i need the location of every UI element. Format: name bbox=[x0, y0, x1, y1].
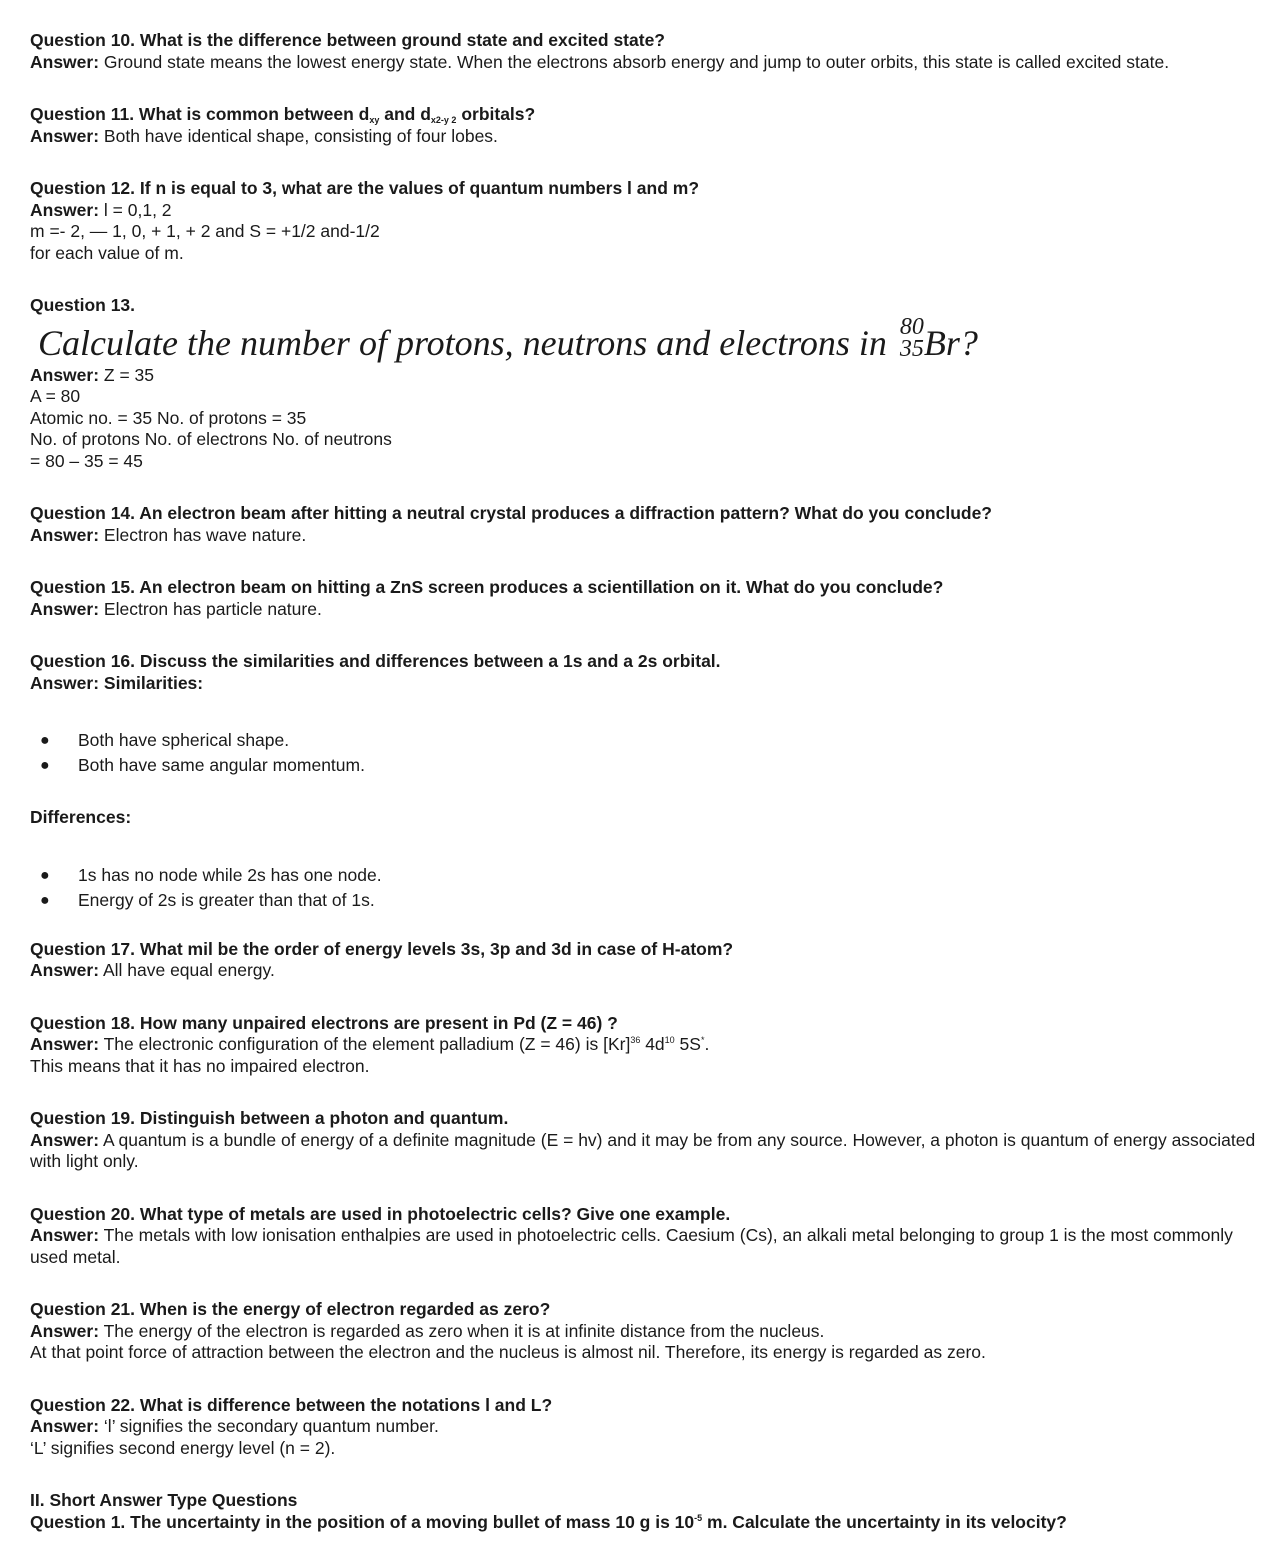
question-text: Question 14. An electron beam after hitting a neutral crystal produces a diffraction pattern? What do you conclude? bbox=[30, 503, 992, 523]
question-13 bbox=[30, 295, 1260, 472]
question-17 bbox=[30, 939, 1260, 982]
superscript: * bbox=[700, 1035, 705, 1045]
similarities-list bbox=[30, 728, 1260, 778]
answer-label: Answer: bbox=[30, 598, 100, 619]
answer-text bbox=[30, 1225, 1260, 1268]
bullet-icon: ● bbox=[40, 866, 50, 884]
answer-line: m =- 2, — 1, 0, + 1, + 2 and S = +1/2 and-1/2 bbox=[30, 221, 380, 241]
answer-body: The energy of the electron is regarded as zero when it is at infinite distance from the nucleus. bbox=[103, 1320, 825, 1341]
answer-line: At that point force of attraction between the electron and the nucleus is almost nil. Therefore, its energy is regarded as zero. bbox=[30, 1342, 986, 1362]
answer-text bbox=[30, 960, 1260, 982]
answer-label: Answer: bbox=[30, 524, 100, 545]
document-page bbox=[30, 30, 1260, 1533]
answer-line: = 80 – 35 = 45 bbox=[30, 450, 143, 471]
superscript: 10 bbox=[664, 1035, 675, 1045]
answer-text bbox=[30, 1130, 1260, 1173]
question-text: Question 18. How many unpaired electrons are present in Pd (Z = 46) ? bbox=[30, 1012, 618, 1033]
answer-body: Electron has particle nature. bbox=[103, 598, 322, 619]
answer-body: Electron has wave nature. bbox=[103, 524, 307, 545]
list-item-text: 1s has no node while 2s has one node. bbox=[78, 864, 382, 885]
isotope-notation bbox=[896, 313, 924, 362]
question-12 bbox=[30, 178, 1260, 264]
isotope-atomic-number: 35 bbox=[899, 335, 924, 362]
question-20 bbox=[30, 1204, 1260, 1269]
list-item-text: Both have same angular momentum. bbox=[78, 755, 365, 775]
list-item bbox=[30, 863, 1260, 888]
answer-body: All have equal energy. bbox=[102, 960, 275, 980]
answer-text bbox=[30, 599, 1260, 621]
answer-label: Answer: bbox=[30, 1129, 100, 1150]
answer-body: . bbox=[704, 1034, 710, 1054]
differences-label: Differences: bbox=[30, 807, 132, 827]
answer-label: Answer: bbox=[30, 125, 100, 146]
list-item bbox=[30, 753, 1260, 778]
question-text: Question 19. Distinguish between a photon and quantum. bbox=[30, 1108, 509, 1128]
question-text: Question 16. Discuss the similarities and differences between a 1s and a 2s orbital. bbox=[30, 651, 721, 671]
question-text bbox=[30, 1512, 1260, 1534]
answer-text bbox=[30, 1034, 1260, 1056]
question-image-body: Calculate the number of protons, neutrons and electrons in bbox=[38, 322, 887, 363]
list-item bbox=[30, 728, 1260, 753]
answer-text bbox=[30, 126, 1260, 148]
answer-line: Atomic no. = 35 No. of protons = 35 bbox=[30, 407, 307, 428]
answer-line: Z = 35 bbox=[103, 364, 155, 385]
isotope-mass: 80 bbox=[899, 313, 924, 340]
list-item bbox=[30, 888, 1260, 913]
answer-body: Both have identical shape, consisting of four lobes. bbox=[103, 125, 498, 146]
isotope-symbol: Br? bbox=[923, 322, 978, 363]
bullet-icon: ● bbox=[40, 732, 50, 749]
question-16 bbox=[30, 651, 1260, 913]
answer-body: Ground state means the lowest energy state. When the electrons absorb energy and jump to outer orbits, this state is called excited state. bbox=[103, 51, 1170, 72]
answer-text bbox=[30, 52, 1260, 74]
question-text: Question 15. An electron beam on hitting a ZnS screen produces a scientillation on it. What do you conclude? bbox=[30, 577, 944, 597]
question-19 bbox=[30, 1108, 1260, 1173]
question-text: Question 13. bbox=[30, 295, 136, 315]
answer-label: Answer: bbox=[30, 364, 100, 385]
answer-text bbox=[30, 200, 1260, 222]
question-suffix: orbitals? bbox=[456, 104, 536, 124]
section-short-answer bbox=[30, 1490, 1260, 1533]
question-10 bbox=[30, 30, 1260, 73]
question-text: Question 20. What type of metals are used in photoelectric cells? Give one example. bbox=[30, 1203, 731, 1224]
list-item-text: Both have spherical shape. bbox=[78, 730, 290, 750]
question-21 bbox=[30, 1299, 1260, 1364]
superscript: 36 bbox=[630, 1035, 641, 1045]
question-text bbox=[30, 104, 1260, 126]
answer-line: No. of protons No. of electrons No. of neutrons bbox=[30, 429, 392, 449]
answer-text bbox=[30, 525, 1260, 547]
answer-label: Answer: bbox=[30, 960, 100, 980]
question-prefix: Question 11. What is common between d bbox=[30, 104, 370, 124]
question-14 bbox=[30, 503, 1260, 546]
answer-body: ‘l’ signifies the secondary quantum number. bbox=[103, 1416, 439, 1436]
answer-body: 4d bbox=[640, 1034, 665, 1054]
question-15 bbox=[30, 577, 1260, 620]
question-text: Question 12. If n is equal to 3, what are the values of quantum numbers l and m? bbox=[30, 178, 700, 198]
answer-body: 5S bbox=[674, 1034, 701, 1054]
answer-text bbox=[30, 365, 1260, 387]
question-text: Question 22. What is difference between the notations l and L? bbox=[30, 1394, 553, 1415]
answer-label: Answer: bbox=[30, 1225, 100, 1245]
bullet-icon: ● bbox=[40, 757, 50, 774]
answer-label: Answer: bbox=[30, 199, 100, 220]
list-item-text: Energy of 2s is greater than that of 1s. bbox=[78, 889, 375, 910]
question-text: Question 17. What mil be the order of energy levels 3s, 3p and 3d in case of H-atom? bbox=[30, 938, 734, 959]
question-suffix: m. Calculate the uncertainty in its velocity? bbox=[702, 1511, 1067, 1532]
bullet-icon: ● bbox=[40, 891, 50, 909]
question-11 bbox=[30, 104, 1260, 147]
question-text: Question 10. What is the difference between ground state and excited state? bbox=[30, 30, 665, 50]
answer-line: A = 80 bbox=[30, 386, 81, 406]
answer-line: ‘L’ signifies second energy level (n = 2). bbox=[30, 1437, 336, 1458]
answer-label: Answer: bbox=[30, 1320, 100, 1341]
answer-body: A quantum is a bundle of energy of a definite magnitude (E = hv) and it may be from any source. However, a photon is quantum of energy associated with light only. bbox=[30, 1129, 1256, 1171]
question-text: Question 21. When is the energy of electron regarded as zero? bbox=[30, 1299, 551, 1319]
question-image-text bbox=[38, 313, 1260, 365]
answer-text bbox=[30, 1416, 1260, 1438]
subscript-xy: xy bbox=[369, 115, 380, 125]
question-mid: and d bbox=[379, 104, 431, 124]
answer-body: The electronic configuration of the element palladium (Z = 46) is [Kr] bbox=[103, 1034, 631, 1054]
answer-text bbox=[30, 1321, 1260, 1343]
answer-label: Answer: bbox=[30, 1416, 100, 1436]
section-heading: II. Short Answer Type Questions bbox=[30, 1490, 298, 1510]
question-22 bbox=[30, 1395, 1260, 1460]
answer-line: This means that it has no impaired electron. bbox=[30, 1055, 370, 1076]
superscript: -5 bbox=[694, 1512, 703, 1523]
answer-label: Answer: bbox=[30, 1034, 100, 1054]
answer-line: for each value of m. bbox=[30, 242, 184, 263]
answer-line: l = 0,1, 2 bbox=[103, 199, 172, 220]
similarities-label: Answer: Similarities: bbox=[30, 672, 204, 693]
question-18 bbox=[30, 1013, 1260, 1078]
question-prefix: Question 1. The uncertainty in the position of a moving bullet of mass 10 g is 10 bbox=[30, 1511, 695, 1532]
answer-label: Answer: bbox=[30, 51, 100, 72]
subscript-x2-y2: x2-y 2 bbox=[430, 115, 457, 125]
answer-body: The metals with low ionisation enthalpies are used in photoelectric cells. Caesium (Cs), an alkali metal belonging to group 1 is the most commonly used metal. bbox=[30, 1225, 1233, 1267]
differences-list bbox=[30, 863, 1260, 913]
